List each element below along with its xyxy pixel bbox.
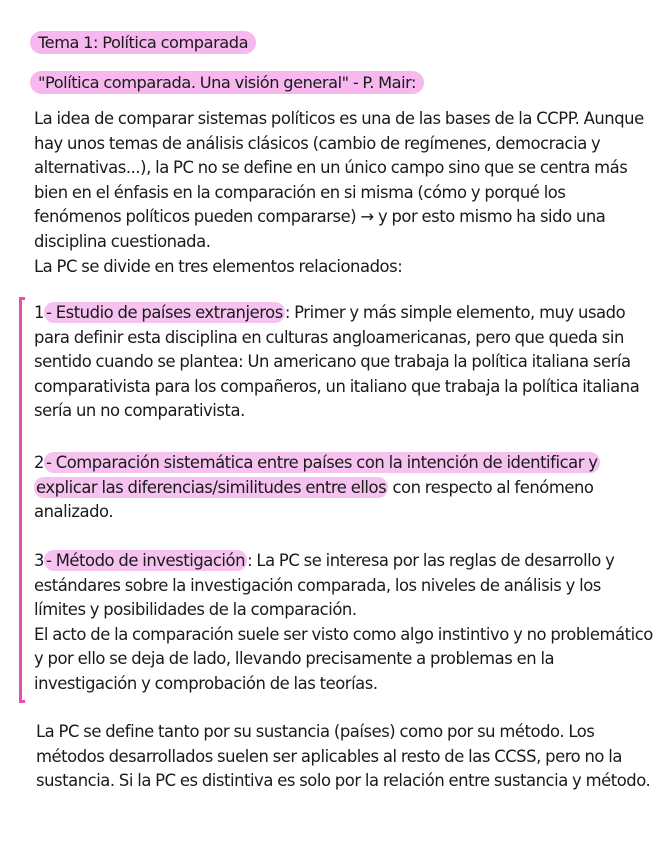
intro-block <box>34 107 654 279</box>
element-3-extra: El acto de la comparación suele ser visto como algo instintivo y no problemático y por ello se deja de lado, llevando precisamente a problemas en la investigación y comprobación de las teorías. <box>34 624 653 693</box>
element-2-title: - Comparación sistemática entre países con la intención de identificar y explicar las diferencias/similitudes entre ellos <box>36 453 598 497</box>
element-3-number: 3 <box>34 551 44 570</box>
elements-bracket <box>19 297 25 703</box>
source-heading-text: "Política comparada. Una visión general" - P. Mair: <box>30 71 424 94</box>
source-heading <box>30 72 424 94</box>
topic-heading-text: Tema 1: Política comparada <box>30 31 256 54</box>
element-1-title: - Estudio de países extranjeros <box>45 303 283 322</box>
element-2-body: con respecto al fenómeno analizado. <box>34 477 594 522</box>
intro-lead-in: La PC se divide en tres elementos relacionados: <box>34 256 403 276</box>
element-3-title: - Método de investigación <box>45 551 246 570</box>
element-2-number: 2 <box>34 453 44 472</box>
intro-paragraph: La idea de comparar sistemas políticos es una de las bases de la CCPP. Aunque hay unos temas de análisis clásicos (cambio de regímenes, democracia y alternativas...), la PC no se define en un único campo sino que se centra más bien en el énfasis en la comparación en si misma (cómo y porqué los fenómenos políticos pueden compararse) → y por esto mismo ha sido una disciplina cuestionada. <box>34 109 644 251</box>
element-2 <box>34 451 654 525</box>
element-3-body: : La PC se interesa por las reglas de desarrollo y estándares sobre la investigación comparada, los niveles de análisis y los límites y posibilidades de la comparación. <box>34 551 615 620</box>
element-1-number: 1 <box>34 303 44 322</box>
element-3 <box>34 549 654 697</box>
topic-heading <box>30 32 256 54</box>
closing-paragraph: La PC se define tanto por su sustancia (países) como por su método. Los métodos desarrollados suelen ser aplicables al resto de las CCSS, pero no la sustancia. Si la PC es distintiva es solo por la relación entre sustancia y método. <box>36 722 651 791</box>
element-1-body: : Primer y más simple elemento, muy usado para definir esta disciplina en culturas angloamericanas, pero que queda sin sentido cuando se plantea: Un americano que trabaja la política italiana sería comparativista para los compañeros, un italiano que trabaja la política italiana sería un no comparativista. <box>34 303 640 421</box>
element-1 <box>34 301 654 424</box>
